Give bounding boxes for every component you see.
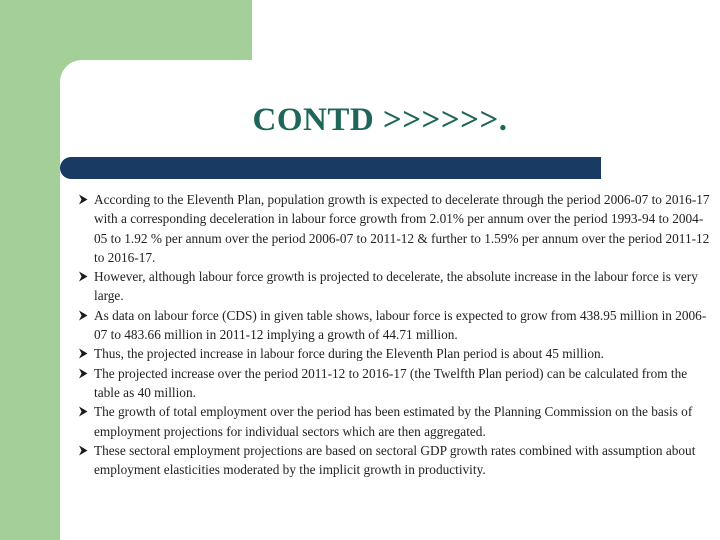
bullet-text: The growth of total employment over the period has been estimated by the Planning Commission on the basis of employment projections for individual sectors which are then aggregated. — [94, 404, 693, 439]
title-underline-bar — [60, 157, 601, 179]
arrowhead-bullet-icon — [78, 406, 88, 417]
arrowhead-bullet-icon — [78, 348, 88, 359]
bullet-text: Thus, the projected increase in labour force during the Eleventh Plan period is about 45 million. — [94, 346, 604, 362]
bullet-text: These sectoral employment projections are based on sectoral GDP growth rates combined with assumption about employment elasticities moderated by the implicit growth in productivity. — [94, 442, 696, 478]
list-item — [78, 306, 710, 345]
arrowhead-bullet-icon — [78, 194, 88, 205]
list-item — [78, 267, 710, 306]
list-item — [78, 190, 710, 267]
bullet-list — [78, 190, 710, 479]
arrowhead-bullet-icon — [78, 271, 88, 282]
list-item — [78, 441, 710, 480]
bullet-text: However, although labour force growth is projected to decelerate, the absolute increase in the labour force is very large. — [94, 269, 698, 304]
arrowhead-bullet-icon — [78, 310, 88, 321]
list-item — [78, 344, 710, 363]
bullet-text: As data on labour force (CDS) in given table shows, labour force is expected to grow from 438.95 million in 2006-07 to 483.66 million in 2011-12 implying a growth of 44.71 million. — [94, 307, 707, 343]
bullet-text: According to the Eleventh Plan, population growth is expected to decelerate through the period 2006-07 to 2016-17 with a corresponding deceleration in labour force growth from 2.01% per annum over the period 1993-94 to 2004-05 to 1.92 % per annum over the period 2006-07 to 2011-12 & further to 1.59% per annum over the period 2011-12 to 2016-17. — [94, 192, 710, 265]
bullet-text: The projected increase over the period 2011-12 to 2016-17 (the Twelfth Plan period) can be calculated from the table as 40 million. — [94, 365, 688, 400]
arrowhead-bullet-icon — [78, 368, 88, 379]
arrowhead-bullet-icon — [78, 445, 88, 456]
list-item — [78, 402, 710, 441]
slide-title: CONTD >>>>>>. — [252, 102, 508, 138]
list-item — [78, 364, 710, 403]
